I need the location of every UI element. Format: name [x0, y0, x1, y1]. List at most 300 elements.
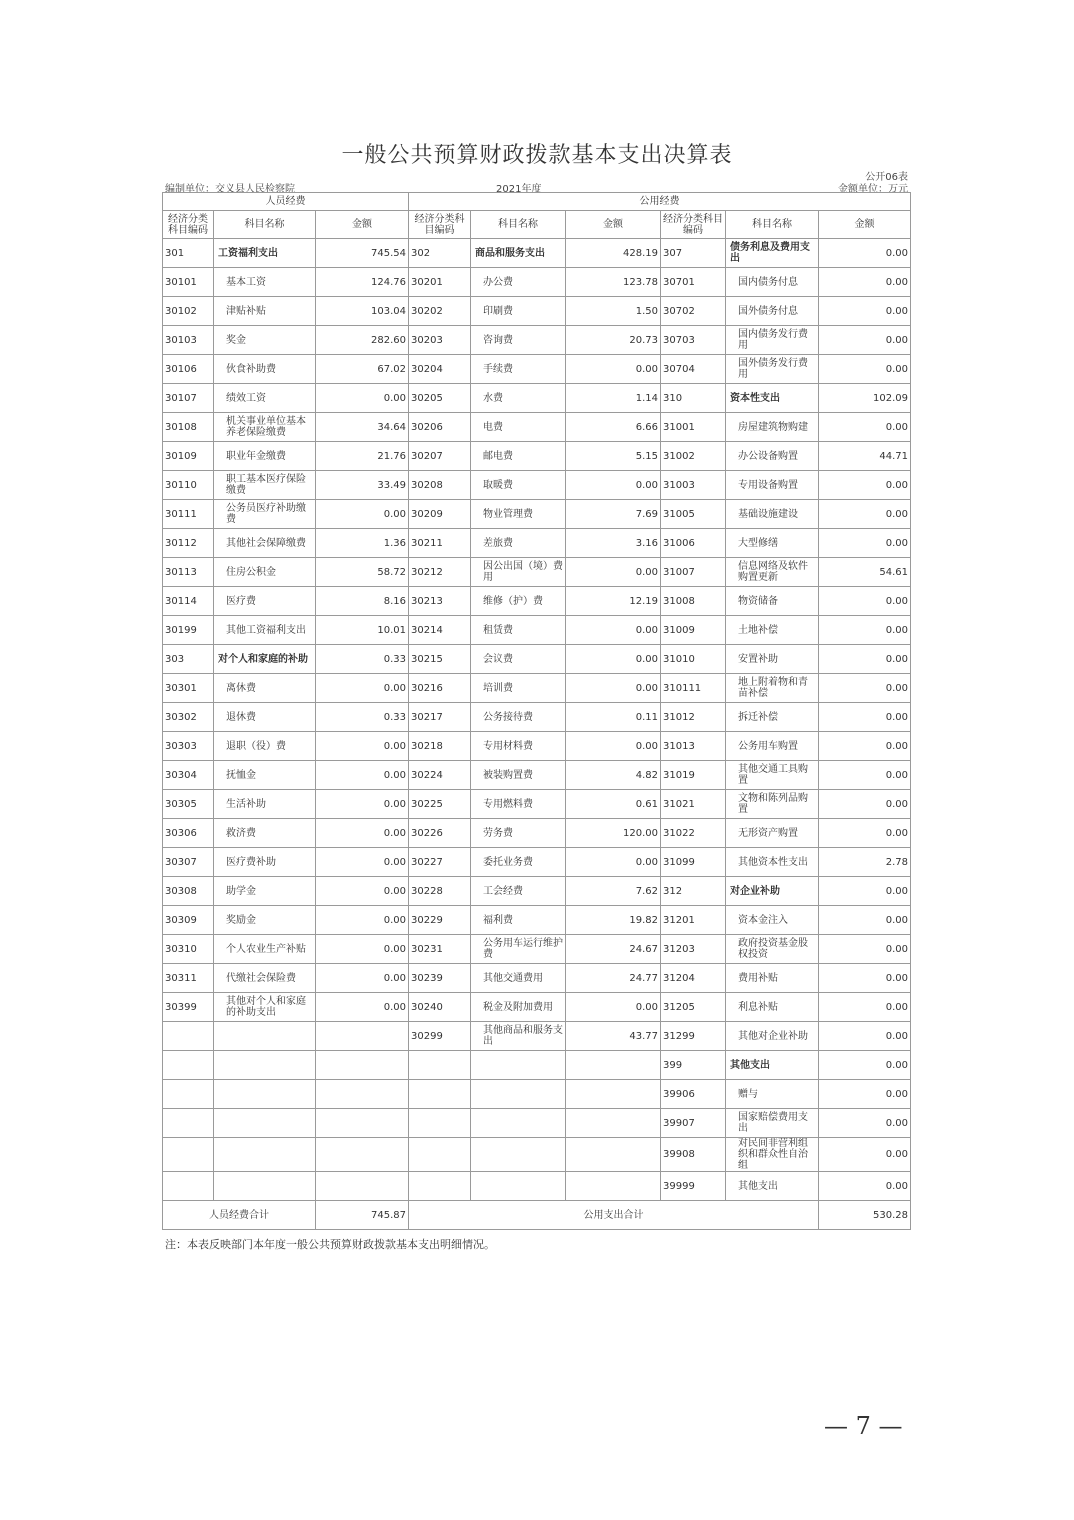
amount-cell: 0.00	[819, 500, 911, 529]
code-cell: 31013	[661, 732, 726, 761]
code-cell: 31203	[661, 935, 726, 964]
name-cell	[471, 1138, 566, 1172]
group-personnel: 人员经费	[163, 193, 409, 211]
amount-cell	[566, 1109, 661, 1138]
amount-cell: 44.71	[819, 442, 911, 471]
amount-cell: 24.67	[566, 935, 661, 964]
table-row	[163, 297, 911, 326]
code-cell: 30306	[163, 819, 214, 848]
amount-cell: 0.00	[566, 645, 661, 674]
table-row	[163, 674, 911, 703]
name-cell: 资本金注入	[726, 906, 819, 935]
table-row	[163, 355, 911, 384]
total-personnel-label: 人员经费合计	[163, 1201, 316, 1230]
table-row	[163, 529, 911, 558]
code-cell: 30212	[409, 558, 471, 587]
name-cell	[471, 1109, 566, 1138]
code-cell: 30113	[163, 558, 214, 587]
name-cell: 税金及附加费用	[471, 993, 566, 1022]
table-row	[163, 558, 911, 587]
amount-cell: 0.00	[316, 674, 409, 703]
code-cell: 31204	[661, 964, 726, 993]
currency-unit: 金额单位：万元	[838, 184, 908, 195]
name-cell: 物业管理费	[471, 500, 566, 529]
amount-cell: 0.00	[819, 239, 911, 268]
name-cell: 基本工资	[214, 268, 316, 297]
amount-cell: 1.14	[566, 384, 661, 413]
amount-cell: 0.11	[566, 703, 661, 732]
name-cell: 医疗费补助	[214, 848, 316, 877]
code-cell	[409, 1080, 471, 1109]
total-public-value: 530.28	[819, 1201, 911, 1230]
amount-cell: 20.73	[566, 326, 661, 355]
code-cell: 30203	[409, 326, 471, 355]
name-cell: 其他商品和服务支出	[471, 1022, 566, 1051]
name-cell: 邮电费	[471, 442, 566, 471]
amount-cell: 0.00	[566, 616, 661, 645]
table-row	[163, 1172, 911, 1201]
amount-cell: 0.33	[316, 703, 409, 732]
code-cell: 399	[661, 1051, 726, 1080]
name-cell: 其他支出	[726, 1172, 819, 1201]
amount-cell: 7.69	[566, 500, 661, 529]
name-cell: 其他社会保障缴费	[214, 529, 316, 558]
name-cell: 公务用车运行维护费	[471, 935, 566, 964]
code-cell: 30206	[409, 413, 471, 442]
name-cell: 个人农业生产补贴	[214, 935, 316, 964]
code-cell: 30216	[409, 674, 471, 703]
group-public: 公用经费	[409, 193, 911, 211]
name-cell: 对民间非营利组织和群众性自治组	[726, 1138, 819, 1172]
name-cell: 工会经费	[471, 877, 566, 906]
table-row	[163, 587, 911, 616]
amount-cell: 0.00	[316, 935, 409, 964]
name-cell: 咨询费	[471, 326, 566, 355]
amount-cell: 0.00	[819, 761, 911, 790]
amount-cell: 0.00	[316, 790, 409, 819]
name-cell: 地上附着物和青苗补偿	[726, 674, 819, 703]
name-cell: 抚恤金	[214, 761, 316, 790]
amount-cell: 428.19	[566, 239, 661, 268]
compiling-unit: 编制单位：交义县人民检察院	[165, 184, 295, 195]
name-cell: 其他对个人和家庭的补助支出	[214, 993, 316, 1022]
name-cell: 信息网络及软件购置更新	[726, 558, 819, 587]
table-row	[163, 442, 911, 471]
name-cell: 助学金	[214, 877, 316, 906]
header-cell: 金额	[316, 211, 409, 239]
amount-cell: 0.00	[316, 906, 409, 935]
name-cell: 工资福利支出	[214, 239, 316, 268]
code-cell: 30101	[163, 268, 214, 297]
code-cell: 30208	[409, 471, 471, 500]
amount-cell: 43.77	[566, 1022, 661, 1051]
code-cell: 31005	[661, 500, 726, 529]
amount-cell: 120.00	[566, 819, 661, 848]
header-cell: 科目名称	[726, 211, 819, 239]
code-cell	[409, 1109, 471, 1138]
amount-cell: 0.33	[316, 645, 409, 674]
name-cell: 安置补助	[726, 645, 819, 674]
table-row	[163, 500, 911, 529]
amount-cell: 124.76	[316, 268, 409, 297]
code-cell	[163, 1172, 214, 1201]
code-cell: 30111	[163, 500, 214, 529]
page-title: 一般公共预算财政拨款基本支出决算表	[341, 143, 733, 168]
name-cell: 伙食补助费	[214, 355, 316, 384]
amount-cell: 0.00	[819, 1172, 911, 1201]
code-cell: 307	[661, 239, 726, 268]
code-cell: 30213	[409, 587, 471, 616]
code-cell: 31019	[661, 761, 726, 790]
amount-cell	[316, 1022, 409, 1051]
code-cell: 31299	[661, 1022, 726, 1051]
name-cell	[471, 1080, 566, 1109]
total-personnel-value: 745.87	[316, 1201, 409, 1230]
amount-cell: 0.00	[316, 732, 409, 761]
code-cell: 30109	[163, 442, 214, 471]
code-cell: 31002	[661, 442, 726, 471]
amount-cell: 0.00	[819, 819, 911, 848]
amount-cell: 12.19	[566, 587, 661, 616]
fiscal-year: 2021年度	[496, 184, 542, 195]
code-cell: 30225	[409, 790, 471, 819]
amount-cell: 58.72	[316, 558, 409, 587]
code-cell: 31010	[661, 645, 726, 674]
code-cell: 310	[661, 384, 726, 413]
name-cell: 退职（役）费	[214, 732, 316, 761]
name-cell: 办公设备购置	[726, 442, 819, 471]
amount-cell	[566, 1172, 661, 1201]
code-cell: 31012	[661, 703, 726, 732]
amount-cell: 10.01	[316, 616, 409, 645]
name-cell: 医疗费	[214, 587, 316, 616]
table-row	[163, 877, 911, 906]
amount-cell: 1.50	[566, 297, 661, 326]
name-cell: 津贴补贴	[214, 297, 316, 326]
amount-cell: 0.00	[566, 674, 661, 703]
table-row	[163, 964, 911, 993]
code-cell: 31009	[661, 616, 726, 645]
name-cell: 退休费	[214, 703, 316, 732]
name-cell: 机关事业单位基本养老保险缴费	[214, 413, 316, 442]
code-cell: 30311	[163, 964, 214, 993]
code-cell: 31201	[661, 906, 726, 935]
name-cell: 劳务费	[471, 819, 566, 848]
header-cell: 经济分类科目编码	[163, 211, 214, 239]
header-cell: 金额	[566, 211, 661, 239]
code-cell: 30107	[163, 384, 214, 413]
code-cell: 30112	[163, 529, 214, 558]
code-cell: 31099	[661, 848, 726, 877]
code-cell: 30227	[409, 848, 471, 877]
code-cell: 30204	[409, 355, 471, 384]
name-cell: 因公出国（境）费用	[471, 558, 566, 587]
name-cell: 费用补贴	[726, 964, 819, 993]
code-cell: 301	[163, 239, 214, 268]
name-cell: 其他交通工具购置	[726, 761, 819, 790]
table-row	[163, 703, 911, 732]
name-cell: 委托业务费	[471, 848, 566, 877]
amount-cell: 34.64	[316, 413, 409, 442]
table-row	[163, 1051, 911, 1080]
amount-cell	[566, 1051, 661, 1080]
name-cell: 对企业补助	[726, 877, 819, 906]
amount-cell: 0.00	[819, 732, 911, 761]
name-cell: 被装购置费	[471, 761, 566, 790]
code-cell: 30239	[409, 964, 471, 993]
name-cell: 拆迁补偿	[726, 703, 819, 732]
code-cell: 30205	[409, 384, 471, 413]
code-cell: 31006	[661, 529, 726, 558]
amount-cell: 0.00	[316, 993, 409, 1022]
expenditure-table	[162, 192, 911, 1230]
table-note: 注：本表反映部门本年度一般公共预算财政拨款基本支出明细情况。	[165, 1238, 495, 1251]
name-cell: 离休费	[214, 674, 316, 703]
amount-cell: 0.00	[819, 471, 911, 500]
name-cell: 会议费	[471, 645, 566, 674]
code-cell: 30207	[409, 442, 471, 471]
name-cell: 生活补助	[214, 790, 316, 819]
code-cell: 30228	[409, 877, 471, 906]
amount-cell: 123.78	[566, 268, 661, 297]
code-cell: 30199	[163, 616, 214, 645]
code-cell: 30703	[661, 326, 726, 355]
code-cell: 31008	[661, 587, 726, 616]
name-cell: 国家赔偿费用支出	[726, 1109, 819, 1138]
table-row	[163, 935, 911, 964]
code-cell: 303	[163, 645, 214, 674]
code-cell: 30218	[409, 732, 471, 761]
table-row	[163, 616, 911, 645]
amount-cell: 0.00	[819, 355, 911, 384]
code-cell: 30215	[409, 645, 471, 674]
table-row	[163, 413, 911, 442]
name-cell: 土地补偿	[726, 616, 819, 645]
amount-cell: 0.00	[819, 616, 911, 645]
header-cell: 科目名称	[214, 211, 316, 239]
code-cell	[163, 1051, 214, 1080]
code-cell: 30240	[409, 993, 471, 1022]
name-cell: 物资储备	[726, 587, 819, 616]
code-cell: 30702	[661, 297, 726, 326]
table-row	[163, 1022, 911, 1051]
code-cell: 30229	[409, 906, 471, 935]
amount-cell: 24.77	[566, 964, 661, 993]
amount-cell	[316, 1109, 409, 1138]
name-cell: 国内债务发行费用	[726, 326, 819, 355]
header-row	[163, 211, 911, 239]
name-cell: 国外债务发行费用	[726, 355, 819, 384]
name-cell: 福利费	[471, 906, 566, 935]
name-cell: 利息补贴	[726, 993, 819, 1022]
code-cell: 30224	[409, 761, 471, 790]
amount-cell: 0.00	[566, 848, 661, 877]
amount-cell: 1.36	[316, 529, 409, 558]
code-cell: 30310	[163, 935, 214, 964]
name-cell: 无形资产购置	[726, 819, 819, 848]
code-cell: 30202	[409, 297, 471, 326]
name-cell: 专用设备购置	[726, 471, 819, 500]
name-cell: 专用燃料费	[471, 790, 566, 819]
table-number: 公开06表	[865, 172, 908, 183]
code-cell: 30301	[163, 674, 214, 703]
amount-cell: 54.61	[819, 558, 911, 587]
amount-cell	[316, 1138, 409, 1172]
name-cell: 赠与	[726, 1080, 819, 1109]
amount-cell: 0.00	[819, 1109, 911, 1138]
table-row	[163, 1109, 911, 1138]
amount-cell: 0.00	[819, 964, 911, 993]
code-cell: 30308	[163, 877, 214, 906]
name-cell	[214, 1051, 316, 1080]
code-cell: 30399	[163, 993, 214, 1022]
name-cell: 其他资本性支出	[726, 848, 819, 877]
name-cell: 印刷费	[471, 297, 566, 326]
code-cell: 30231	[409, 935, 471, 964]
amount-cell: 6.66	[566, 413, 661, 442]
name-cell	[214, 1109, 316, 1138]
name-cell: 维修（护）费	[471, 587, 566, 616]
code-cell: 30307	[163, 848, 214, 877]
code-cell: 31021	[661, 790, 726, 819]
name-cell: 差旅费	[471, 529, 566, 558]
name-cell: 其他对企业补助	[726, 1022, 819, 1051]
amount-cell: 3.16	[566, 529, 661, 558]
code-cell: 31001	[661, 413, 726, 442]
code-cell: 30302	[163, 703, 214, 732]
code-cell: 30309	[163, 906, 214, 935]
code-cell: 30114	[163, 587, 214, 616]
name-cell	[214, 1022, 316, 1051]
amount-cell: 0.00	[819, 906, 911, 935]
code-cell	[163, 1138, 214, 1172]
name-cell: 办公费	[471, 268, 566, 297]
amount-cell: 0.00	[566, 355, 661, 384]
code-cell: 30211	[409, 529, 471, 558]
table-row	[163, 732, 911, 761]
amount-cell: 0.00	[566, 471, 661, 500]
amount-cell: 4.82	[566, 761, 661, 790]
amount-cell	[316, 1080, 409, 1109]
table-row	[163, 471, 911, 500]
table-row	[163, 906, 911, 935]
amount-cell: 0.00	[316, 761, 409, 790]
amount-cell	[316, 1172, 409, 1201]
table-row	[163, 993, 911, 1022]
name-cell: 文物和陈列品购置	[726, 790, 819, 819]
table-row	[163, 790, 911, 819]
name-cell: 公务员医疗补助缴费	[214, 500, 316, 529]
name-cell: 奖金	[214, 326, 316, 355]
amount-cell: 0.00	[819, 645, 911, 674]
name-cell: 救济费	[214, 819, 316, 848]
code-cell: 30103	[163, 326, 214, 355]
amount-cell: 8.16	[316, 587, 409, 616]
amount-cell: 0.00	[316, 964, 409, 993]
table-row	[163, 326, 911, 355]
name-cell: 培训费	[471, 674, 566, 703]
code-cell: 310111	[661, 674, 726, 703]
code-cell	[409, 1051, 471, 1080]
amount-cell: 0.00	[819, 674, 911, 703]
code-cell	[163, 1080, 214, 1109]
name-cell: 其他交通费用	[471, 964, 566, 993]
name-cell: 公务用车购置	[726, 732, 819, 761]
name-cell: 其他工资福利支出	[214, 616, 316, 645]
amount-cell: 0.00	[819, 790, 911, 819]
name-cell: 手续费	[471, 355, 566, 384]
amount-cell: 0.00	[819, 1022, 911, 1051]
amount-cell: 0.00	[819, 1051, 911, 1080]
name-cell: 代缴社会保险费	[214, 964, 316, 993]
name-cell: 职业年金缴费	[214, 442, 316, 471]
code-cell: 30201	[409, 268, 471, 297]
code-cell: 30102	[163, 297, 214, 326]
code-cell: 31205	[661, 993, 726, 1022]
amount-cell: 33.49	[316, 471, 409, 500]
name-cell: 国外债务付息	[726, 297, 819, 326]
amount-cell: 0.00	[819, 993, 911, 1022]
code-cell: 31007	[661, 558, 726, 587]
amount-cell: 0.00	[819, 268, 911, 297]
name-cell: 国内债务付息	[726, 268, 819, 297]
code-cell: 39999	[661, 1172, 726, 1201]
amount-cell: 19.82	[566, 906, 661, 935]
code-cell: 312	[661, 877, 726, 906]
amount-cell: 0.00	[316, 500, 409, 529]
code-cell: 39908	[661, 1138, 726, 1172]
amount-cell: 67.02	[316, 355, 409, 384]
amount-cell: 0.00	[819, 1138, 911, 1172]
amount-cell: 0.00	[316, 848, 409, 877]
amount-cell	[316, 1051, 409, 1080]
table-row	[163, 239, 911, 268]
amount-cell: 0.00	[316, 819, 409, 848]
code-cell: 31003	[661, 471, 726, 500]
amount-cell: 0.00	[819, 1080, 911, 1109]
name-cell: 资本性支出	[726, 384, 819, 413]
code-cell: 30226	[409, 819, 471, 848]
table-row	[163, 1080, 911, 1109]
table-row	[163, 384, 911, 413]
amount-cell: 21.76	[316, 442, 409, 471]
code-cell: 30704	[661, 355, 726, 384]
header-cell: 科目名称	[471, 211, 566, 239]
amount-cell: 0.00	[819, 326, 911, 355]
code-cell: 30305	[163, 790, 214, 819]
code-cell	[163, 1109, 214, 1138]
name-cell: 商品和服务支出	[471, 239, 566, 268]
amount-cell: 0.00	[819, 297, 911, 326]
name-cell: 奖励金	[214, 906, 316, 935]
name-cell	[214, 1080, 316, 1109]
name-cell: 大型修缮	[726, 529, 819, 558]
table-row	[163, 819, 911, 848]
amount-cell: 0.00	[566, 732, 661, 761]
code-cell: 30217	[409, 703, 471, 732]
amount-cell: 282.60	[316, 326, 409, 355]
code-cell	[409, 1138, 471, 1172]
code-cell: 30299	[409, 1022, 471, 1051]
amount-cell: 0.00	[819, 877, 911, 906]
code-cell: 39906	[661, 1080, 726, 1109]
code-cell: 30701	[661, 268, 726, 297]
code-cell: 30108	[163, 413, 214, 442]
amount-cell: 0.00	[819, 413, 911, 442]
amount-cell: 5.15	[566, 442, 661, 471]
name-cell: 专用材料费	[471, 732, 566, 761]
header-cell: 金额	[819, 211, 911, 239]
